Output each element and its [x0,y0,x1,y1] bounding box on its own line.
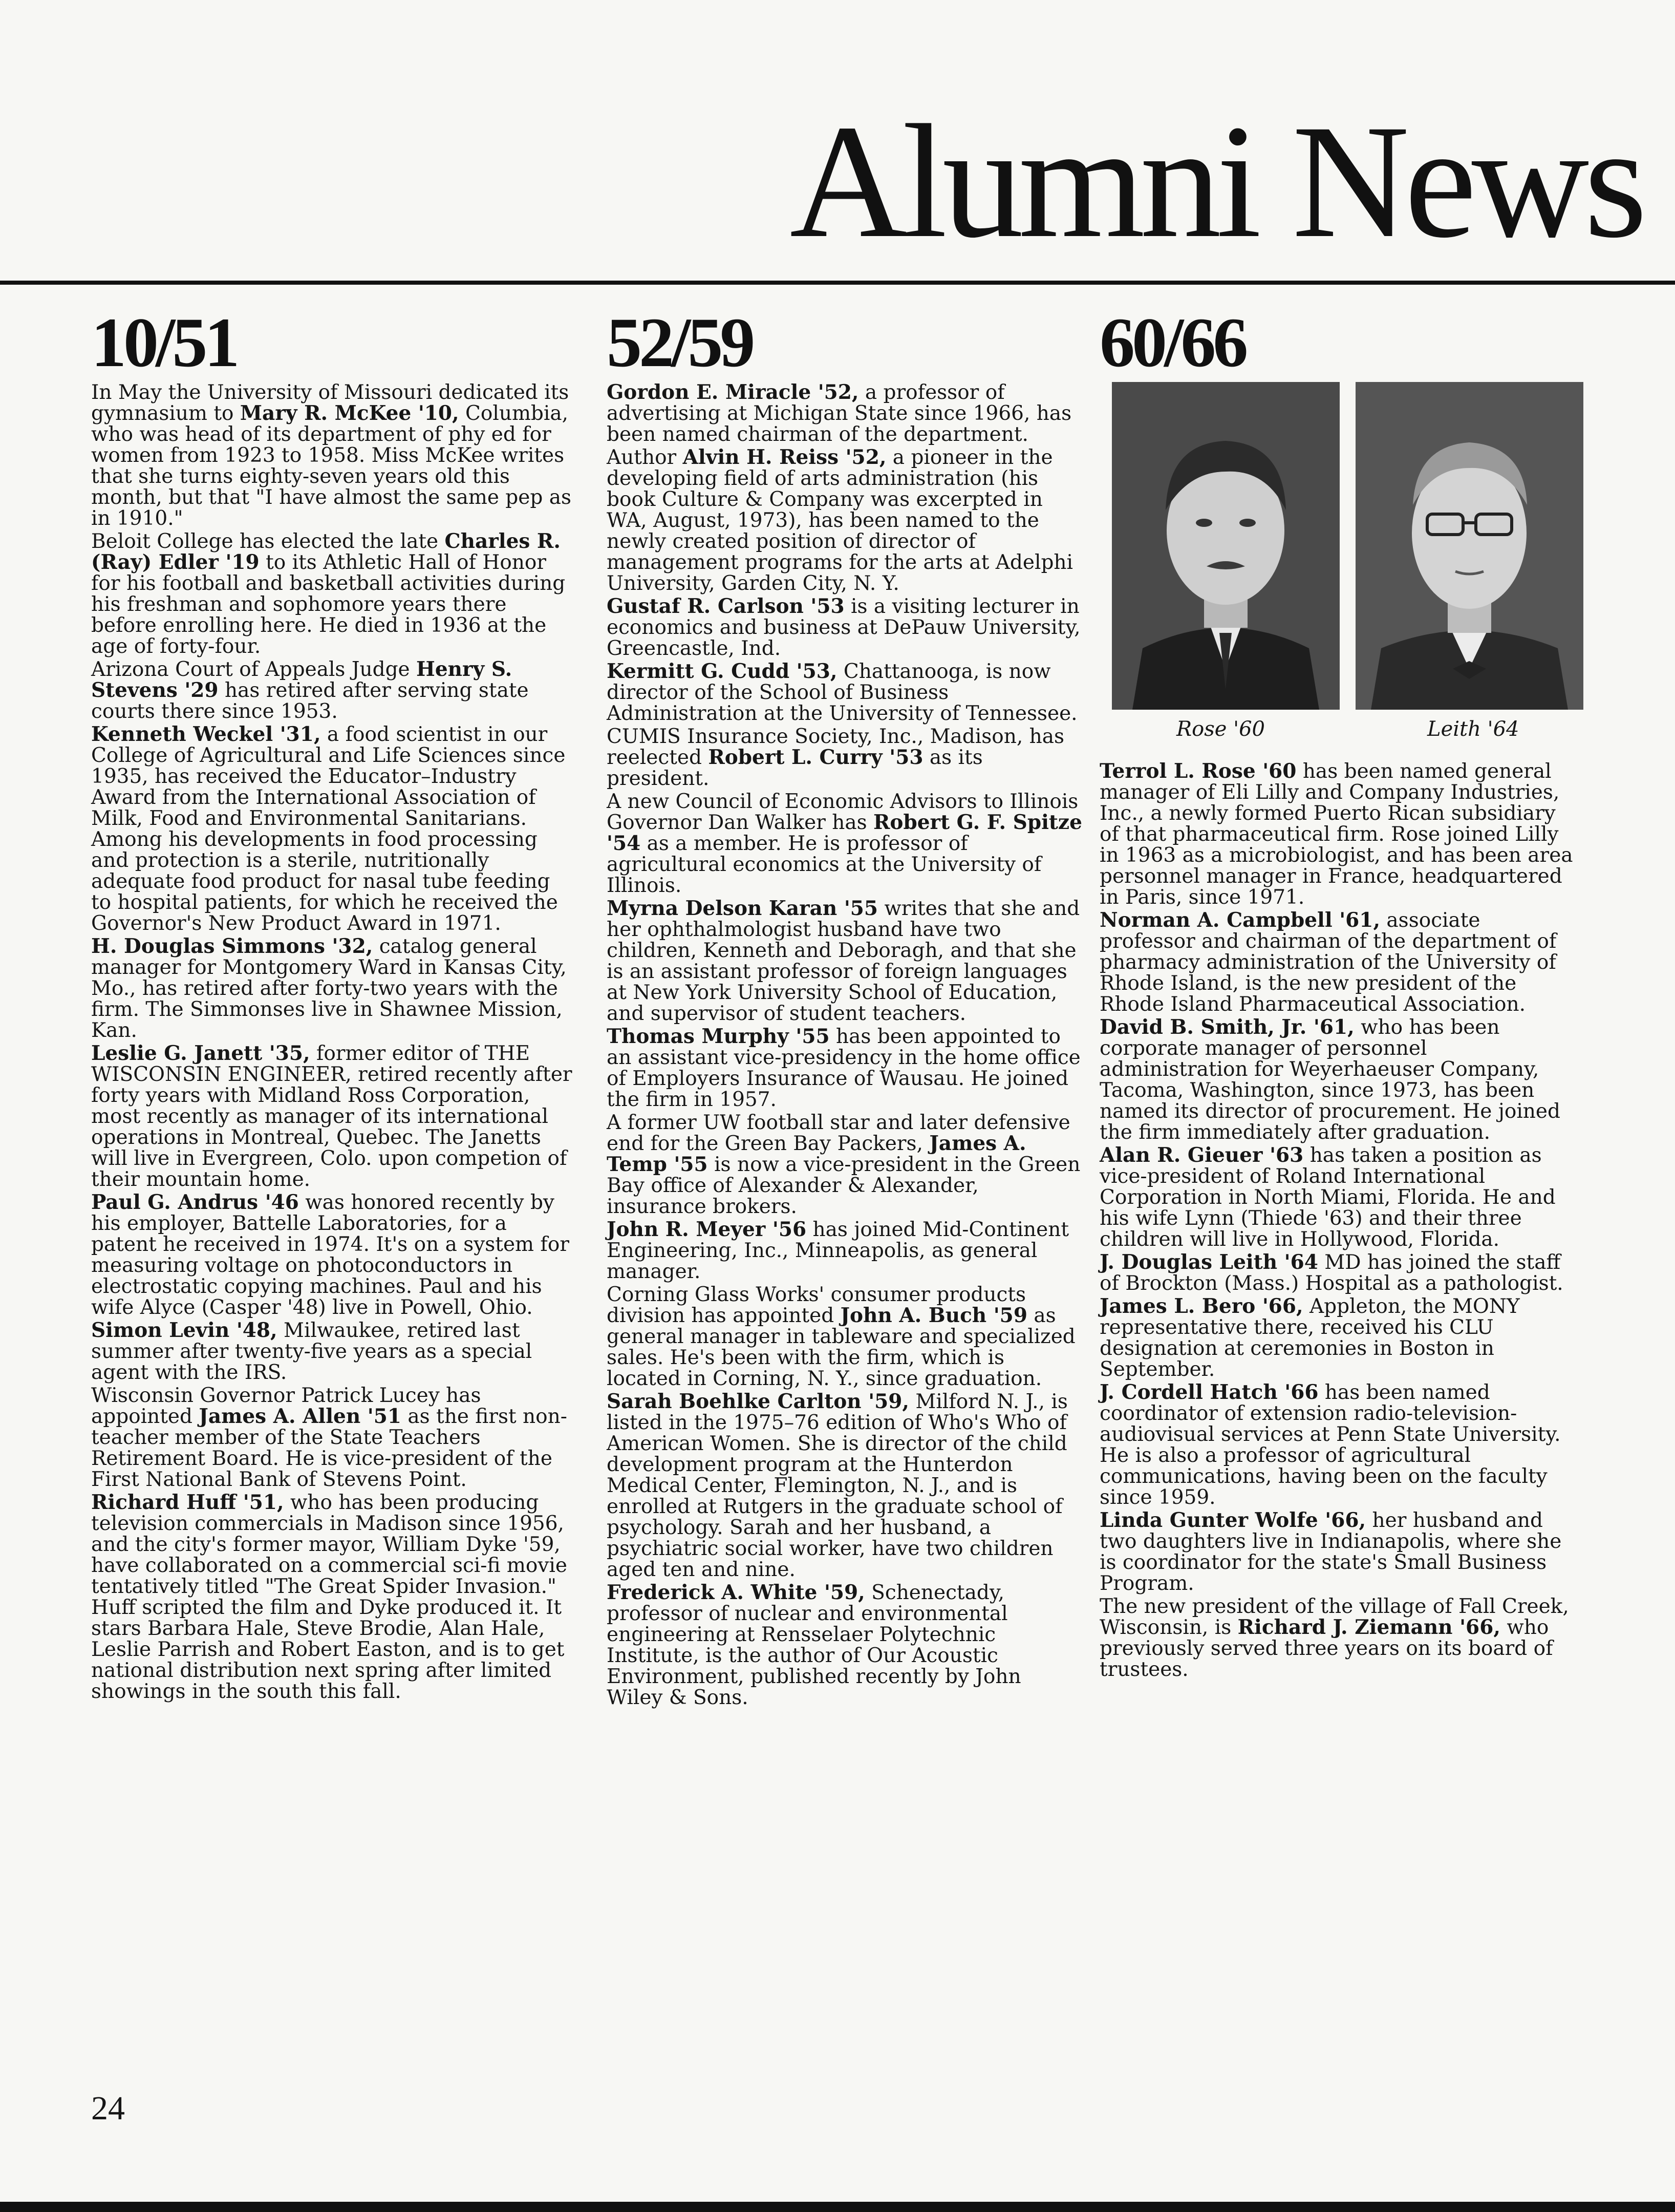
alumnus-name: H. Douglas Simmons '32, [91,934,373,958]
news-item [607,382,1083,445]
alumnus-name: James A. Allen '51 [199,1405,401,1428]
alumnus-name: Gustaf R. Carlson '53 [607,594,845,618]
item-text: Milwaukee, retired last summer after twenty-five years as a special agent with the IRS. [91,1319,532,1384]
item-text: former editor of THE WISCONSIN ENGINEER, retired recently after forty years with Midland Ross Corporation, most recently as manager of its international operations in Montreal, Quebec. The Janetts will live in Evergreen, Colo. upon competion of their mountain home. [91,1042,572,1191]
news-item [91,531,575,657]
item-text: Arizona Court of Appeals Judge [91,658,417,681]
item-text: writes that she and her ophthalmologist husband have two children, Kenneth and Deboragh, and that she is an assistant professor of foreign languages at New York University School of Education, and supervisor of student teachers. [607,897,1080,1025]
news-item [1100,1017,1576,1143]
item-text: MD has joined the staff of Brockton (Mass.) Hospital as a pathologist. [1100,1251,1563,1295]
news-item [91,1492,575,1702]
news-item [607,791,1083,896]
news-item [607,1219,1083,1282]
item-text: who has been producing television commercials in Madison since 1956, and the city's former mayor, William Dyke '59, have collaborated on a commercial sci-fi movie tentatively titled "The Great Spider Invasion." Huff scripted the film and Dyke produced it. It stars Barbara Hale, Steve Brodie, Alan Hale, Leslie Parrish and Robert Easton, and is to get national distribution next spring after limited showings in the south this fall. [91,1491,567,1703]
alumnus-name: J. Cordell Hatch '66 [1100,1380,1319,1404]
alumnus-name: Richard Huff '51, [91,1491,284,1514]
item-text: Appleton, the MONY representative there, received his CLU designation at ceremonies in Boston in September. [1100,1295,1520,1381]
page-number: 24 [91,2090,125,2127]
item-text: as a member. He is professor of agricultural economics at the University of Illinois. [607,832,1042,897]
news-items [1100,761,1576,1680]
news-item [607,596,1083,659]
column-52-59 [607,303,1083,1710]
item-text: Milford N. J., is listed in the 1975–76 edition of Who's Who of American Women. She is director of the child development program at the Hunterdon Medical Center, Flemington, N. J., and is enrolled at Rutgers in the graduate school of psychology. Sarah and her husband, a psychiatric social worker, have two children aged ten and nine. [607,1390,1068,1581]
decade-heading: 52/59 [607,303,753,381]
alumnus-name: John A. Buch '59 [840,1304,1027,1327]
item-text: has been named general manager of Eli Lilly and Company Industries, Inc., a newly formed Puerto Rican subsidiary of that pharmaceutical firm. Rose joined Lilly in 1963 as a microbiologist, and has been area personnel manager in France, headquartered in Paris, since 1971. [1100,760,1573,909]
alumnus-name: Simon Levin '48, [91,1318,277,1342]
news-item [1100,1252,1576,1294]
news-item [1100,910,1576,1015]
item-text: Author [607,446,683,469]
news-item [91,936,575,1041]
item-text: Wisconsin Governor Patrick Lucey has appointed [91,1384,481,1428]
alumnus-name: Terrol L. Rose '60 [1100,759,1297,783]
news-item [1100,761,1576,908]
item-text: is a visiting lecturer in economics and business at DePauw University, Greencastle, Ind. [607,595,1081,660]
news-item [607,1112,1083,1217]
item-text: was honored recently by his employer, Battelle Laboratories, for a patent he received in 1974. It's on a system for measuring voltage on photoconductors in electrostatic copying machines. Paul and his wife Alyce (Casper '48) live in Powell, Ohio. [91,1191,569,1319]
item-text: a pioneer in the developing field of arts administration (his book Culture & Company was excerpted in WA, August, 1973), has been named to the newly created position of director of management programs for the arts at Adelphi University, Garden City, N. Y. [607,446,1073,595]
news-item [91,1043,575,1190]
alumnus-name: Robert L. Curry '53 [708,746,924,769]
photo-caption: Leith '64 [1427,717,1519,741]
news-item [1100,1596,1576,1680]
alumnus-name: Richard J. Ziemann '66, [1237,1615,1500,1639]
alumnus-name: Kenneth Weckel '31, [91,722,321,746]
item-text: who has been corporate manager of personnel administration for Weyerhaeuser Company, Tacoma, Washington, since 1973, has been named its director of procurement. He joined the firm immediately after graduation. [1100,1016,1560,1144]
portrait-photos [1100,382,1576,761]
item-text: Chattanooga, is now director of the School of Business Administration at the University of Tennessee. [607,660,1078,725]
news-item [91,1320,575,1383]
alumnus-name: Charles R. (Ray) Edler '19 [91,529,561,574]
news-item [91,1385,575,1490]
item-text: a professor of advertising at Michigan State since 1966, has been named chairman of the department. [607,381,1072,446]
portrait-icon [1112,382,1340,710]
item-text: Schenectady, professor of nuclear and environmental engineering at Rensselaer Polytechnic Institute, is the author of Our Acoustic Environment, published recently by John Wiley & Sons. [607,1581,1021,1709]
news-item [1100,1510,1576,1594]
alumnus-name: J. Douglas Leith '64 [1100,1250,1318,1274]
item-text: has been named coordinator of extension radio-television-audiovisual services at Penn State University. He is also a professor of agricultural communications, having been on the faculty since 1959. [1100,1381,1561,1509]
item-text: catalog general manager for Montgomery Ward in Kansas City, Mo., has retired after forty-two years with the firm. The Simmonses live in Shawnee Mission, Kan. [91,935,567,1042]
alumnus-name: Linda Gunter Wolfe '66, [1100,1508,1366,1532]
alumnus-name: Myrna Delson Karan '55 [607,897,878,920]
alumnus-name: Thomas Murphy '55 [607,1025,830,1048]
item-text: Beloit College has elected the late [91,530,445,553]
news-item [607,726,1083,789]
item-text: her husband and two daughters live in Indianapolis, where she is coordinator for the state's Small Business Program. [1100,1509,1562,1595]
news-item [607,1391,1083,1580]
alumnus-name: James L. Bero '66, [1100,1294,1303,1318]
decade-heading: 60/66 [1100,303,1245,381]
item-text: CUMIS Insurance Society, Inc., Madison, has reelected [607,725,1065,769]
portrait-photo-rose [1112,382,1340,710]
alumnus-name: Leslie G. Janett '35, [91,1041,310,1065]
news-item [1100,1382,1576,1508]
header-rule [0,281,1675,285]
portrait-icon [1356,382,1583,710]
alumnus-name: Frederick A. White '59, [607,1581,865,1604]
portrait-photo-leith [1356,382,1583,710]
alumnus-name: Henry S. Stevens '29 [91,657,512,702]
news-item [607,1582,1083,1708]
news-item [607,1026,1083,1110]
column-60-66 [1100,303,1576,1682]
item-text: as general manager in tableware and specialized sales. He's been with the firm, which is located in Corning, N. Y., since graduation. [607,1304,1076,1390]
photo-caption: Rose '60 [1176,717,1265,741]
item-text: has been appointed to an assistant vice-presidency in the home office of Employers Insurance of Wausau. He joined the firm in 1957. [607,1025,1081,1111]
item-text: has taken a position as vice-president of Roland International Corporation in North Miami, Florida. He and his wife Lynn (Thiede '63) and their three children will live in Hollywood, Florida. [1100,1144,1556,1251]
alumnus-name: Norman A. Campbell '61, [1100,908,1381,932]
item-text: A new Council of Economic Advisors to Illinois Governor Dan Walker has [607,790,1079,834]
column-10-51 [91,303,575,1704]
alumnus-name: Paul G. Andrus '46 [91,1190,299,1214]
news-item [607,1284,1083,1389]
alumnus-name: James A. Temp '55 [607,1132,1026,1176]
item-text: Corning Glass Works' consumer products division has appointed [607,1283,1026,1327]
news-item [91,724,575,934]
item-text: In May the University of Missouri dedicated its gymnasium to [91,381,569,425]
news-items [91,382,575,1702]
item-text: is now a vice-president in the Green Bay office of Alexander & Alexander, insurance brokers. [607,1153,1081,1218]
alumnus-name: Alvin H. Reiss '52, [682,445,887,469]
decade-heading: 10/51 [91,303,237,381]
news-item [91,659,575,722]
item-text: associate professor and chairman of the department of pharmacy administration of the University of Rhode Island, is the new president of the Rhode Island Pharmaceutical Association. [1100,909,1557,1016]
news-item [607,661,1083,724]
news-item [607,898,1083,1024]
footer-rule [0,2202,1675,2212]
alumnus-name: Gordon E. Miracle '52, [607,380,859,404]
item-text: who previously served three years on its board of trustees. [1100,1616,1553,1681]
item-text: has joined Mid-Continent Engineering, Inc., Minneapolis, as general manager. [607,1218,1069,1283]
alumnus-name: David B. Smith, Jr. '61, [1100,1015,1355,1039]
item-text: Columbia, who was head of its department of phy ed for women from 1923 to 1958. Miss McKee writes that she turns eighty-seven years old this month, but that "I have almost the same pep as in 1910." [91,402,571,530]
news-item [1100,1296,1576,1380]
item-text: The new president of the village of Fall Creek, Wisconsin, is [1100,1595,1569,1639]
news-item [91,1192,575,1318]
item-text: A former UW football star and later defensive end for the Green Bay Packers, [607,1111,1070,1155]
item-text: as the first non-teacher member of the State Teachers Retirement Board. He is vice-president of the First National Bank of Stevens Point. [91,1405,567,1491]
alumnus-name: Mary R. McKee '10, [240,401,459,425]
page-title: Alumni News [789,91,1642,271]
news-item [91,382,575,529]
alumnus-name: John R. Meyer '56 [607,1218,807,1241]
news-item [1100,1145,1576,1250]
alumnus-name: Kermitt G. Cudd '53, [607,660,837,683]
alumnus-name: Sarah Boehlke Carlton '59, [607,1390,909,1413]
item-text: a food scientist in our College of Agricultural and Life Sciences since 1935, has received the Educator–Industry Award from the International Association of Milk, Food and Environmental Sanitarians. Among his developments in food processing and protection is a sterile, nutritionally adequate food product for nasal tube feeding to hospital patients, for which he received the Governor's New Product Award in 1971. [91,723,566,935]
item-text: has retired after serving state courts there since 1953. [91,679,529,723]
alumnus-name: Alan R. Gieuer '63 [1100,1143,1304,1167]
item-text: as its president. [607,746,983,790]
news-item [607,447,1083,594]
item-text: to its Athletic Hall of Honor for his football and basketball activities during his freshman and sophomore years there before enrolling here. He died in 1936 at the age of forty-four. [91,551,566,658]
alumnus-name: Robert G. F. Spitze '54 [607,811,1082,855]
news-items [607,382,1083,1708]
